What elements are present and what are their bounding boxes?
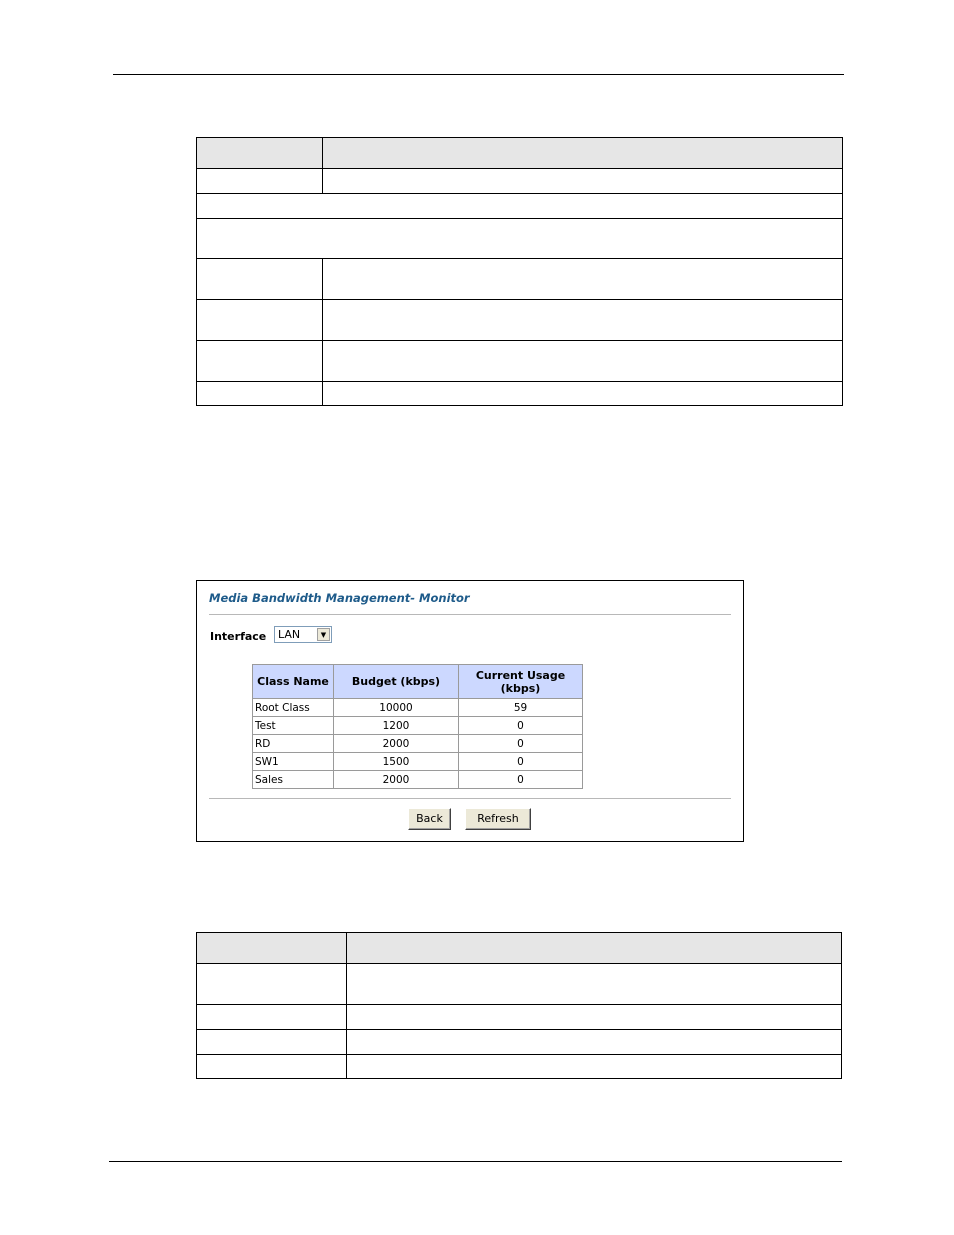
interface-select[interactable] — [274, 626, 332, 643]
column-header-current-usage: Current Usage (kbps) — [459, 665, 583, 699]
budget-cell: 1500 — [334, 753, 459, 771]
table-row — [197, 964, 842, 1005]
bandwidth-table — [252, 664, 583, 789]
table-row — [253, 717, 583, 735]
usage-cell: 0 — [459, 753, 583, 771]
budget-cell: 2000 — [334, 735, 459, 753]
table-row — [197, 300, 843, 341]
table-row — [197, 219, 843, 259]
bandwidth-monitor-screenshot — [196, 580, 744, 842]
budget-cell: 10000 — [334, 699, 459, 717]
column-header-class-name: Class Name — [253, 665, 334, 699]
interface-label: Interface — [210, 630, 267, 643]
header-rule — [113, 74, 844, 75]
class-name-cell: SW1 — [253, 753, 334, 771]
table-row — [197, 1005, 842, 1030]
description-table-2 — [196, 932, 842, 1079]
table-header-row — [197, 138, 843, 169]
title-divider — [209, 614, 731, 615]
table-row — [253, 753, 583, 771]
footer-divider — [209, 798, 731, 799]
table-row — [197, 194, 843, 219]
footer-rule — [109, 1161, 842, 1162]
table-row — [197, 1030, 842, 1055]
usage-cell: 0 — [459, 717, 583, 735]
back-button[interactable]: Back — [408, 808, 451, 830]
class-name-cell: Test — [253, 717, 334, 735]
usage-cell: 59 — [459, 699, 583, 717]
usage-cell: 0 — [459, 771, 583, 789]
class-name-cell: RD — [253, 735, 334, 753]
table-row — [197, 169, 843, 194]
page-title: Media Bandwidth Management- Monitor — [209, 591, 470, 605]
interface-selected-value: LAN — [278, 628, 301, 641]
table-header-row — [197, 933, 842, 964]
table-row — [253, 699, 583, 717]
budget-cell: 2000 — [334, 771, 459, 789]
table-row — [253, 735, 583, 753]
column-header-budget: Budget (kbps) — [334, 665, 459, 699]
usage-cell: 0 — [459, 735, 583, 753]
table-row — [197, 259, 843, 300]
class-name-cell: Root Class — [253, 699, 334, 717]
table-row — [197, 341, 843, 382]
refresh-button[interactable]: Refresh — [465, 808, 531, 830]
table-row — [253, 771, 583, 789]
class-name-cell: Sales — [253, 771, 334, 789]
table-row — [197, 1055, 842, 1079]
chevron-down-icon[interactable]: ▼ — [317, 628, 330, 641]
budget-cell: 1200 — [334, 717, 459, 735]
description-table-1 — [196, 137, 843, 406]
bandwidth-table-header — [253, 665, 583, 699]
table-row — [197, 382, 843, 406]
